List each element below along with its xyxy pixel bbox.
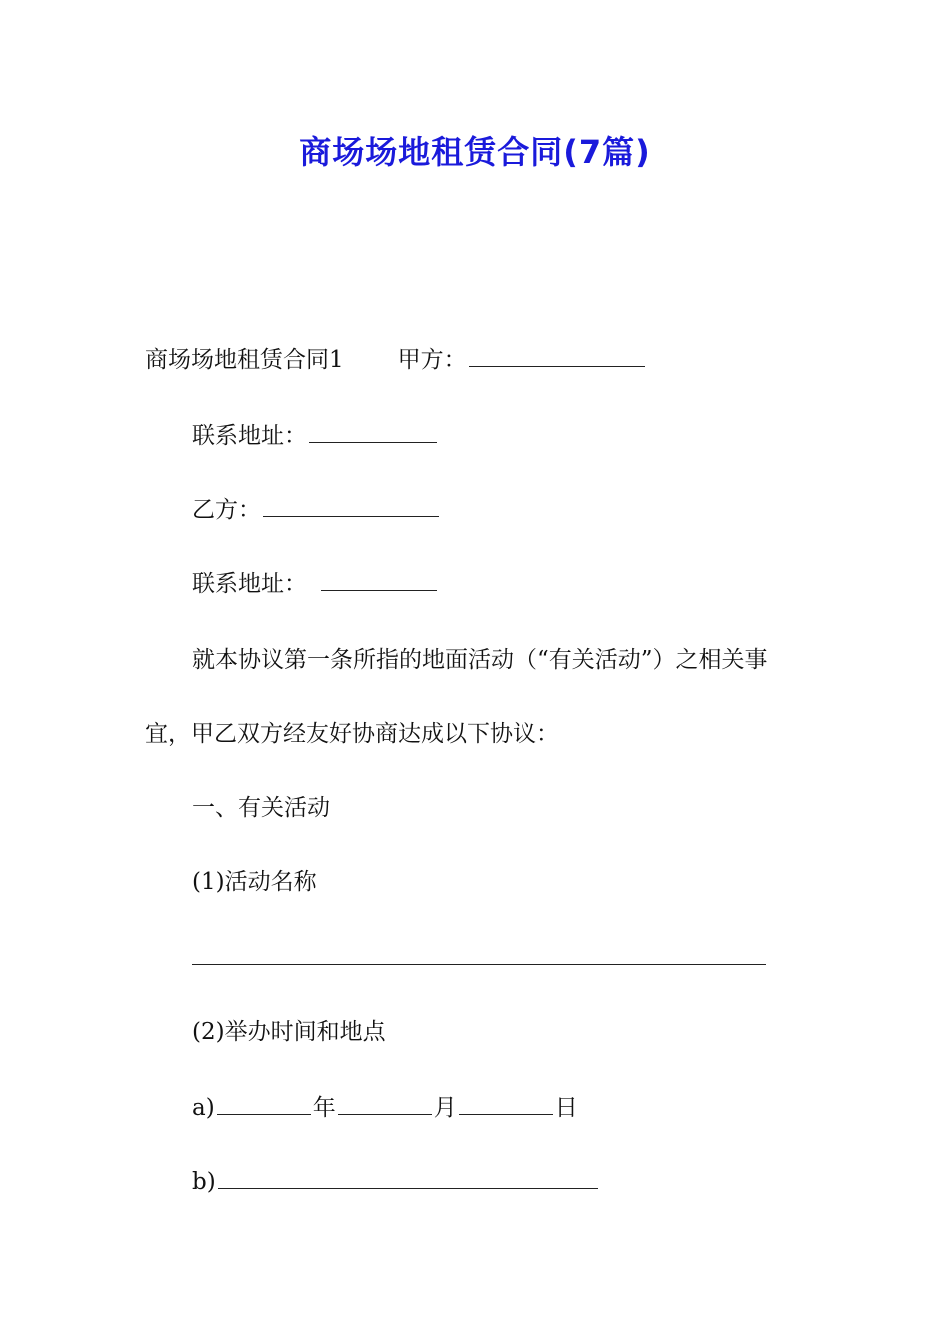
party-a-label: 甲方： (397, 347, 467, 373)
day-label: 日 (554, 1095, 578, 1121)
address-1-label: 联系地址： (192, 423, 307, 449)
paragraph-1: 就本协议第一条所指的地面活动（“有关活动”）之相关事 (192, 647, 768, 673)
month-blank (338, 1092, 432, 1115)
item-b-prefix: b) (192, 1169, 216, 1195)
item-a-line (192, 1092, 578, 1124)
activity-name-blank (192, 964, 766, 965)
address-1-line (192, 420, 439, 452)
year-blank (217, 1092, 311, 1115)
address-2-blank (321, 568, 437, 591)
item-2: (2)举办时间和地点 (192, 1019, 386, 1045)
party-b-blank (263, 494, 439, 517)
contract-heading: 商场场地租赁合同1 (145, 347, 344, 373)
address-2-line (192, 568, 439, 600)
document-title: 商场场地租赁合同(7篇) (299, 133, 651, 171)
party-a-blank (469, 344, 645, 367)
address-2-label: 联系地址： (192, 571, 307, 597)
party-b-label: 乙方： (192, 497, 261, 523)
month-label: 月 (433, 1095, 457, 1121)
address-1-blank (309, 420, 437, 443)
paragraph-1-continued: 宜，甲乙双方经友好协商达成以下协议： (145, 721, 559, 747)
item-b-line (192, 1166, 600, 1198)
item-a-prefix: a) (192, 1095, 215, 1121)
item-b-blank (218, 1166, 598, 1189)
section-1-heading: 一、有关活动 (192, 795, 330, 821)
item-1: (1)活动名称 (192, 869, 317, 895)
year-label: 年 (312, 1095, 336, 1121)
party-b-line (192, 494, 441, 526)
day-blank (459, 1092, 553, 1115)
contract-heading-line (145, 344, 647, 376)
